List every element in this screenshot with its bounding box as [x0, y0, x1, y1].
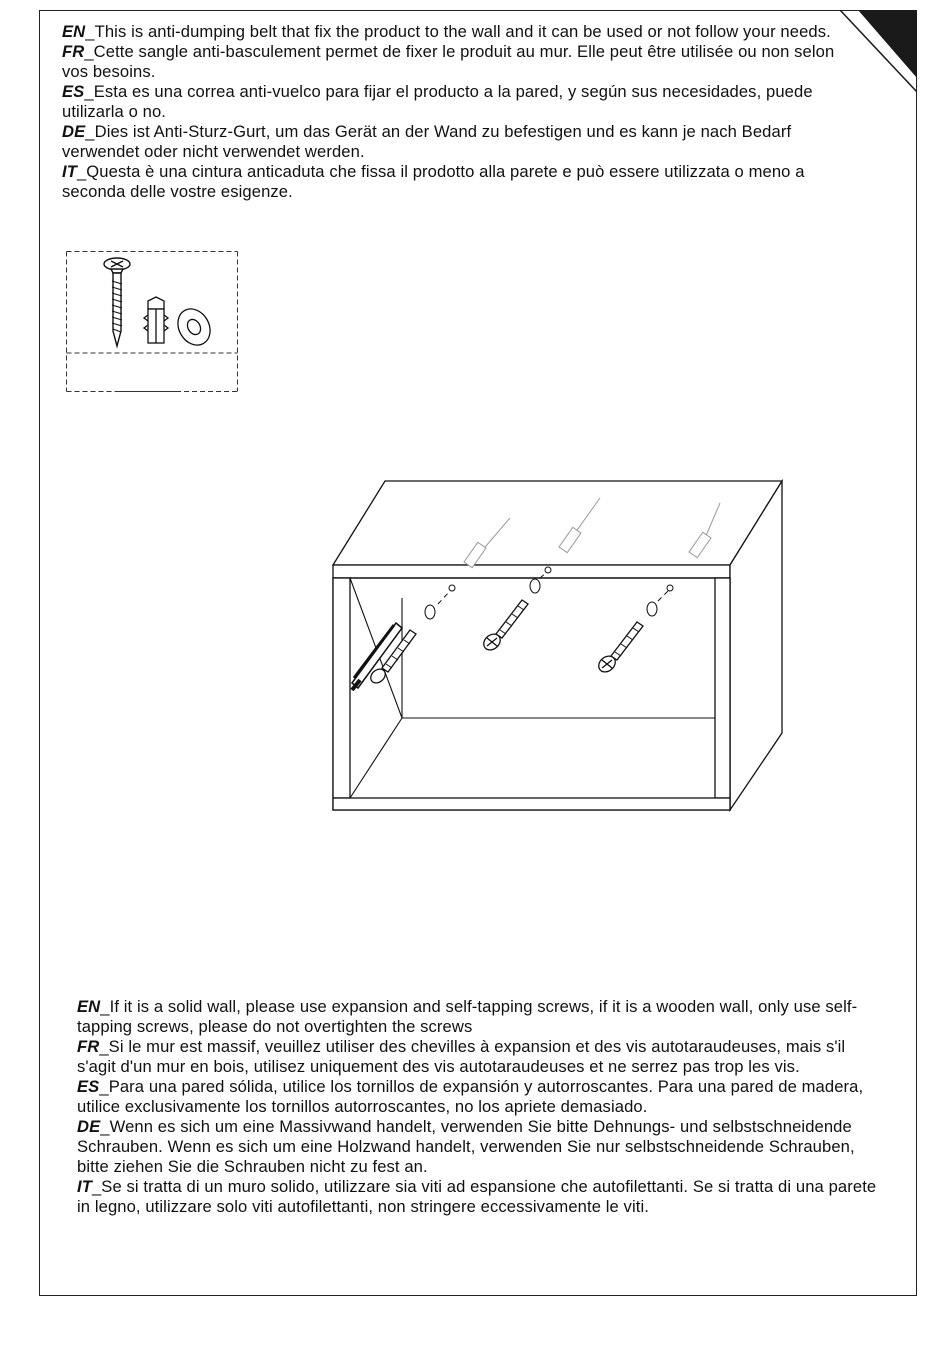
screw-icon — [481, 600, 528, 653]
cabinet-top-front-edge — [333, 565, 730, 578]
washer-icon — [172, 303, 217, 351]
washer-icon — [425, 605, 435, 619]
wall-anchor-icon — [144, 297, 168, 343]
instruction-fr: FR_Si le mur est massif, veuillez utiliser des chevilles à expansion et des vis autotaraudeuses, mais s'il s'agit d'un mur en bois, utilisez uniquement des vis autotaraudeuses et ne serrez pas trop les vis. — [77, 1037, 846, 1076]
cabinet-right-panel — [715, 578, 730, 798]
washer-icon — [647, 602, 657, 616]
page-corner-tab-icon — [836, 10, 917, 110]
cabinet-top-panel — [333, 481, 782, 565]
bottom-instructions — [77, 997, 877, 1217]
instruction-fr: FR_Cette sangle anti-basculement permet de fixer le produit au mur. Elle peut être utilisée ou non selon vos besoins. — [62, 42, 835, 81]
hardware-parts-box — [66, 251, 238, 392]
cabinet-left-panel — [333, 578, 350, 798]
instruction-es: ES_Esta es una correa anti-vuelco para fijar el producto a la pared, y según sus necesidades, puede utilizarla o no. — [62, 82, 813, 121]
screw-icon — [104, 258, 130, 346]
instruction-en: EN_This is anti-dumping belt that fix the product to the wall and it can be used or not follow your needs. — [62, 22, 831, 41]
washer-icon — [530, 579, 540, 593]
top-instructions — [62, 22, 842, 202]
instruction-es: ES_Para una pared sólida, utilice los tornillos de expansión y autorroscantes. Para una pared de madera, utilice exclusivamente los tornillos autorroscantes, no los apriete demasiado. — [77, 1077, 864, 1116]
cabinet-wall-mount-diagram — [330, 478, 786, 820]
screw-icon — [596, 622, 643, 675]
instruction-en: EN_If it is a solid wall, please use expansion and self-tapping screws, if it is a wooden wall, only use self-tapping screws, please do not overtighten the screws — [77, 997, 858, 1036]
instruction-de: DE_Dies ist Anti-Sturz-Gurt, um das Gerät an der Wand zu befestigen und es kann je nach Bedarf verwendet oder nicht verwendet werden. — [62, 122, 792, 161]
instruction-it: IT_Questa è una cintura anticaduta che fissa il prodotto alla parete e può essere utilizzata o meno a seconda delle vostre esigenze. — [62, 162, 805, 201]
instruction-it: IT_Se si tratta di un muro solido, utilizzare sia viti ad espansione che autofilettanti. Se si tratta di una parete in legno, utilizzare solo viti autofilettanti, non stringere eccessivamente le viti. — [77, 1177, 877, 1216]
cabinet-bottom-panel — [333, 798, 730, 810]
instruction-de: DE_Wenn es sich um eine Massivwand handelt, verwenden Sie bitte Dehnungs- und selbstschneidende Schrauben. Wenn es sich um eine Holzwand handelt, verwenden Sie nur selbstschneidende Schrauben, bitte ziehen Sie die Schrauben nicht zu fest an. — [77, 1117, 855, 1176]
